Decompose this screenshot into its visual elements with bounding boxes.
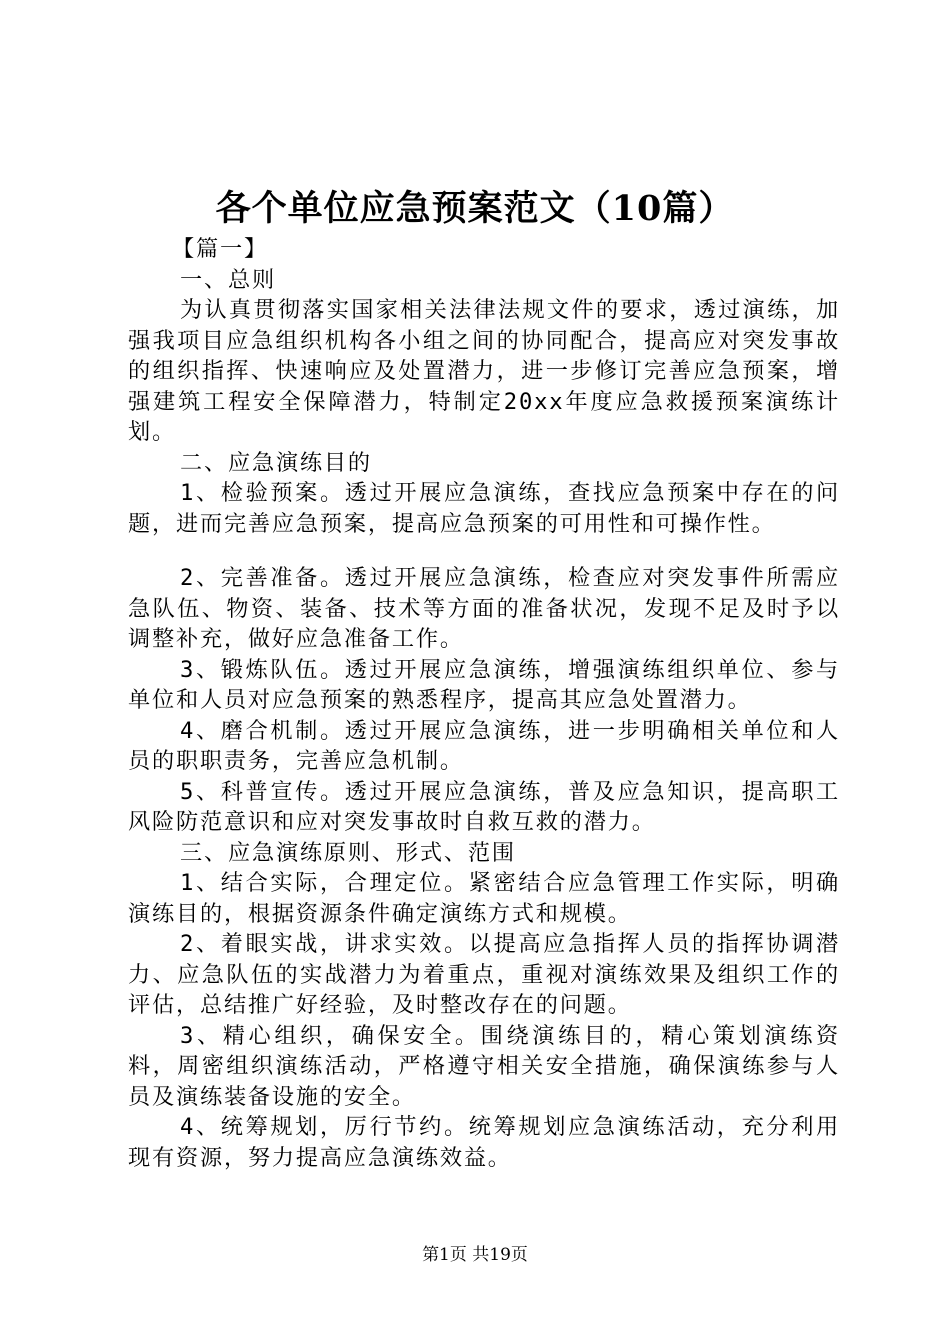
paragraph: 3、锻炼队伍。透过开展应急演练，增强演练组织单位、参与单位和人员对应急预案的熟悉程序，提高其应急处置潜力。 (128, 656, 840, 713)
paragraph: 2、着眼实战，讲求实效。以提高应急指挥人员的指挥协调潜力、应急队伍的实战潜力为着重点，重视对演练效果及组织工作的评估，总结推广好经验，及时整改存在的问题。 (128, 931, 840, 1018)
section-heading: 一、总则 (180, 266, 276, 293)
paragraph: 1、检验预案。透过开展应急演练，查找应急预案中存在的问题，进而完善应急预案，提高应急预案的可用性和可操作性。 (128, 480, 840, 537)
section-heading: 三、应急演练原则、形式、范围 (180, 839, 516, 866)
page-footer: 第1页 共19页 (422, 1245, 528, 1265)
paragraph: 1、结合实际，合理定位。紧密结合应急管理工作实际，明确演练目的，根据资源条件确定演练方式和规模。 (128, 870, 840, 927)
paragraph: 4、统筹规划，厉行节约。统筹规划应急演练活动，充分利用现有资源，努力提高应急演练效益。 (128, 1114, 840, 1171)
paragraph: 2、完善准备。透过开展应急演练，检查应对突发事件所需应急队伍、物资、装备、技术等方面的准备状况，发现不足及时予以调整补充，做好应急准备工作。 (128, 565, 840, 652)
document-title: 各个单位应急预案范文（10篇） (215, 188, 735, 229)
document-body (128, 234, 840, 1173)
section-marker: 【篇一】 (172, 236, 268, 262)
paragraph: 为认真贯彻落实国家相关法律法规文件的要求，透过演练，加强我项目应急组织机构各小组之间的协同配合，提高应对突发事故的组织指挥、快速响应及处置潜力，进一步修订完善应急预案，增强建筑工程安全保障潜力，特制定20xx年度应急救援预案演练计划。 (128, 297, 840, 445)
paragraph: 4、磨合机制。透过开展应急演练，进一步明确相关单位和人员的职职责务，完善应急机制。 (128, 717, 840, 774)
paragraph: 5、科普宣传。透过开展应急演练，普及应急知识，提高职工风险防范意识和应对突发事故时自救互救的潜力。 (128, 778, 840, 835)
section-heading: 二、应急演练目的 (180, 449, 372, 476)
paragraph: 3、精心组织，确保安全。围绕演练目的，精心策划演练资料，周密组织演练活动，严格遵守相关安全措施，确保演练参与人员及演练装备设施的安全。 (128, 1022, 840, 1110)
